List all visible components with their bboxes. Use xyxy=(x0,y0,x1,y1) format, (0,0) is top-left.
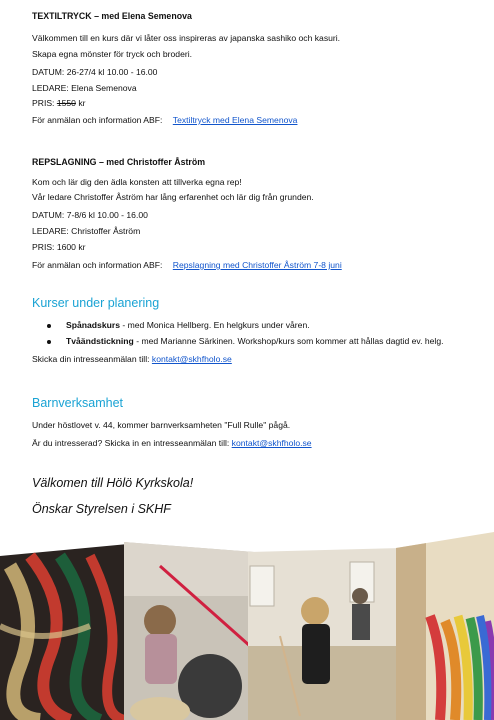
repslagning-datum: DATUM: 7-8/6 kl 10.00 - 16.00 xyxy=(32,210,148,220)
planering-item xyxy=(50,336,443,347)
textiltryck-pris xyxy=(32,98,86,109)
textiltryck-pris-text: PRIS: 1550 kr xyxy=(32,98,86,108)
planering-interest-label: Skicka din intresseanmälan till: xyxy=(32,354,150,364)
repslagning-intro-1: Kom och lär dig den ädla konsten att tillverka egna rep! xyxy=(32,177,242,187)
textiltryck-ledare: LEDARE: Elena Semenova xyxy=(32,83,137,93)
planering-item-name: Spånadskurs xyxy=(66,320,120,330)
planering-item xyxy=(50,320,310,331)
barn-line-2 xyxy=(32,438,312,449)
closing-welcome: Välkomen till Hölö Kyrkskola! xyxy=(32,476,194,490)
planering-item-name: Tvåändstickning xyxy=(66,336,134,346)
closing-signoff: Önskar Styrelsen i SKHF xyxy=(32,502,171,516)
textiltryck-intro-1: Välkommen till en kurs där vi låter oss inspireras av japanska sashiko och kasuri. xyxy=(32,33,341,43)
repslagning-info-label: För anmälan och information ABF: xyxy=(32,260,163,270)
yarn-photo xyxy=(396,526,494,720)
barn-interest-label: Är du intresserad? Skicka in en intresseanmälan till: xyxy=(32,438,230,448)
planering-item-desc: - med Monica Hellberg. En helgkurs under våren. xyxy=(119,320,310,330)
textiltryck-abf-link[interactable]: Textiltryck med Elena Semenova xyxy=(172,115,298,125)
textiltryck-datum: DATUM: 26-27/4 kl 10.00 - 16.00 xyxy=(32,67,158,77)
textiltryck-info-label: För anmälan och information ABF: xyxy=(32,115,163,125)
repslagning-abf-link[interactable]: Repslagning med Christoffer Åström 7-8 juni xyxy=(172,260,342,270)
photo-strip xyxy=(0,526,494,720)
repslagning-title: REPSLAGNING – med Christoffer Åström xyxy=(32,157,206,167)
textiltryck-info xyxy=(32,115,297,126)
planering-email-link[interactable]: kontakt@skhfholo.se xyxy=(151,354,232,364)
planering-heading: Kurser under planering xyxy=(32,296,160,310)
barn-email-link[interactable]: kontakt@skhfholo.se xyxy=(231,438,312,448)
rope-photo xyxy=(0,526,130,720)
textiltryck-intro-2: Skapa egna mönster för tryck och broderi. xyxy=(32,49,193,59)
barn-heading: Barnverksamhet xyxy=(32,396,124,410)
bullet-icon xyxy=(47,324,51,328)
child-rope-photo xyxy=(124,526,254,720)
barn-line-1: Under höstlovet v. 44, kommer barnverksamheten "Full Rulle" pågå. xyxy=(32,420,291,430)
textiltryck-title: TEXTILTRYCK – med Elena Semenova xyxy=(32,11,192,21)
repslagning-pris: PRIS: 1600 kr xyxy=(32,242,86,252)
photo-collage xyxy=(0,526,494,720)
hall-activity-photo xyxy=(248,526,402,720)
planering-item-desc: - med Marianne Särkinen. Workshop/kurs som kommer att hållas dagtid ev. helg. xyxy=(133,336,444,346)
repslagning-info xyxy=(32,260,342,271)
bullet-icon xyxy=(47,340,51,344)
repslagning-ledare: LEDARE: Christoffer Åström xyxy=(32,226,141,236)
repslagning-intro-2: Vår ledare Christoffer Åström har lång erfarenhet och lär dig från grunden. xyxy=(32,192,314,202)
